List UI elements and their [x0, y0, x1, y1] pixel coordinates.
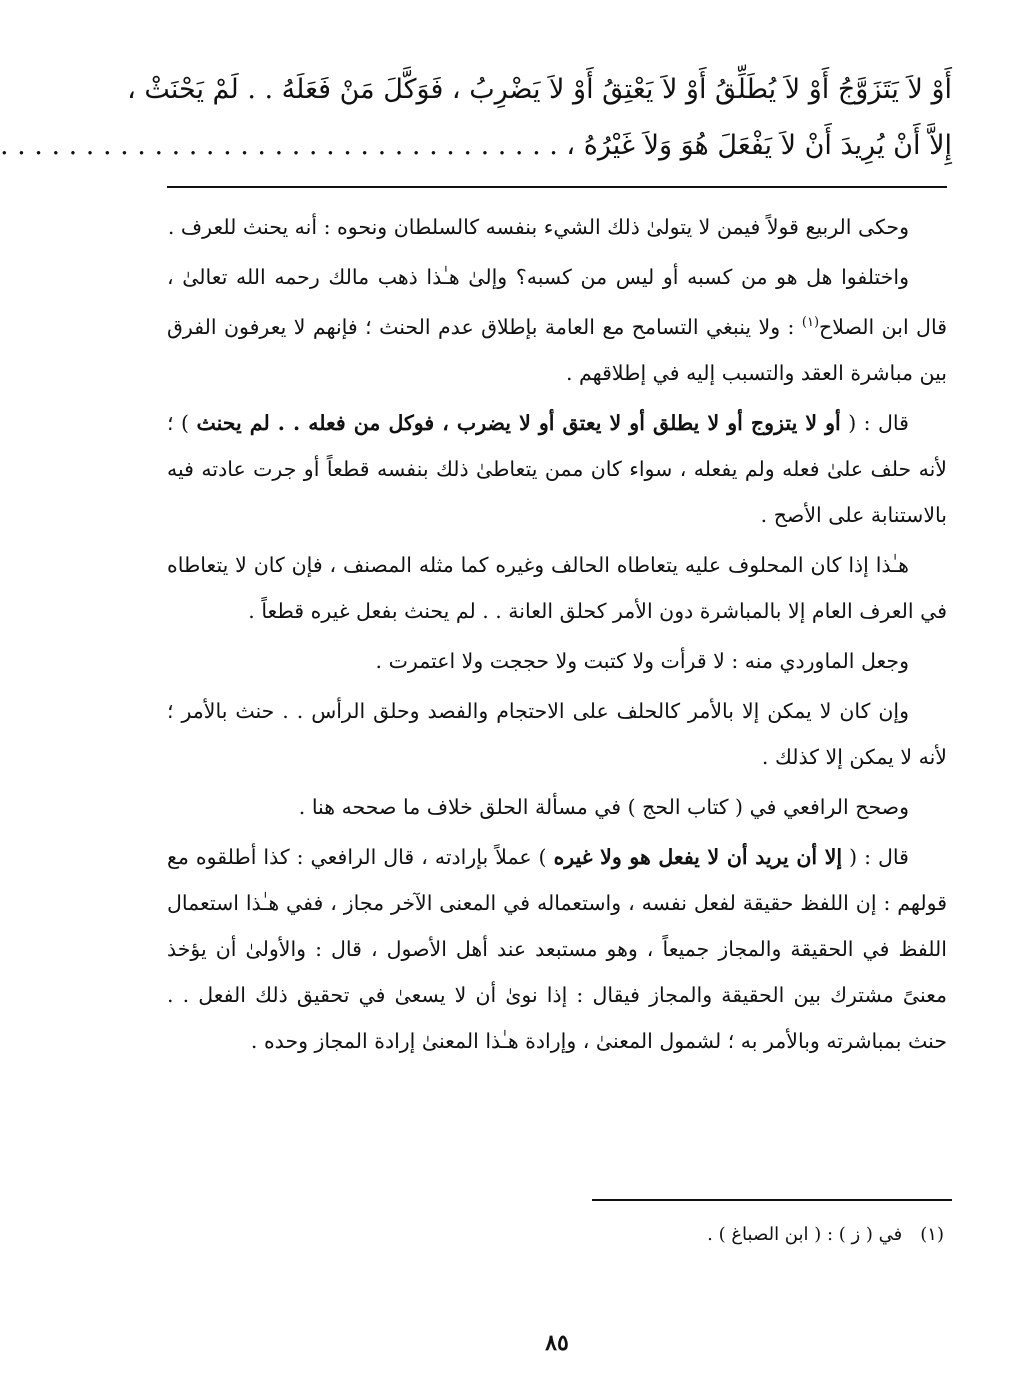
paragraph-8-matn-quote: إلا أن يريد أن لا يفعل هو ولا غيره	[553, 844, 843, 869]
matn-separator-rule	[167, 186, 947, 188]
paragraph-3-matn-quote: أو لا يتزوج أو لا يطلق أو لا يعتق أو لا يضرب ، فوكل من فعله . . لم يحنث	[196, 410, 841, 435]
paragraph-3	[167, 400, 947, 538]
commentary-body	[167, 204, 947, 1068]
book-page	[0, 62, 952, 1356]
matn-text	[0, 62, 952, 174]
paragraph-3-rest: ) ؛ لأنه حلف علىٰ فعله ولم يفعله ، سواء كان ممن يتعاطىٰ ذلك بنفسه قطعاً أو جرت عادته فيه بالاستنابة على الأصح .	[167, 410, 947, 527]
paragraph-7: وصحح الرافعي في ( كتاب الحج ) في مسألة الحلق خلاف ما صححه هنا .	[298, 794, 909, 819]
footnote-number: (١)	[920, 1224, 944, 1245]
paragraph-6: وإن كان لا يمكن إلا بالأمر كالحلف على الاحتجام والفصد وحلق الرأس . . حنث بالأمر ؛ لأنه لا يمكن إلا كذلك .	[167, 698, 947, 769]
paragraph-4: هـٰذا إذا كان المحلوف عليه يتعاطاه الحالف وغيره كما مثله المصنف ، فإن كان لا يتعاطاه في العرف العام إلا بالمباشرة دون الأمر كحلق العانة . . لم يحنث بفعل غيره قطعاً .	[167, 552, 947, 623]
paragraph-2	[167, 254, 947, 396]
paragraph-2-part-a: واختلفوا هل هو من كسبه أو ليس من كسبه؟ وإلىٰ هـٰذا ذهب مالك رحمه الله تعالىٰ ، قال ابن الصلاح	[167, 265, 948, 339]
paragraph-2-part-b: : ولا ينبغي التسامح مع العامة بإطلاق عدم الحنث ؛ فإنهم لا يعرفون الفرق بين مباشرة العقد والتسبب إليه في إطلاقهم .	[167, 314, 947, 385]
footnote-separator-rule	[592, 1199, 952, 1201]
paragraph-8-lead: قال : (	[842, 844, 909, 869]
footnote-marker[interactable]: (١)	[801, 315, 820, 330]
footnote-text: في ( ز ) : ( ابن الصباغ ) .	[707, 1224, 903, 1245]
matn-line-1: أَوْ لاَ يَتَزَوَّجُ أَوْ لاَ يُطَلِّقُ أَوْ لاَ يَعْتِقُ أَوْ لاَ يَضْرِبُ ، فَوَكَّلَ مَنْ فَعَلَهُ . . لَمْ يَحْنَثْ ،	[127, 74, 952, 105]
footnote	[174, 1220, 944, 1250]
paragraph-3-lead: قال : (	[840, 410, 909, 435]
paragraph-8	[167, 834, 947, 1064]
page-number: ٨٥	[545, 1330, 569, 1356]
matn-line-2: إِلاَّ أَنْ يُرِيدَ أَنْ لاَ يَفْعَلَ هُوَ وَلاَ غَيْرُهُ ، . . . . . . . . . . . . . . . . . . . . . . . . . . . . . . . . .	[0, 130, 952, 161]
paragraph-8-rest: ) عملاً بإرادته ، قال الرافعي : كذا أطلقوه مع قولهم : إن اللفظ حقيقة لفعل نفسه ، واستعماله في المعنى الآخر مجاز ، ففي هـٰذا استعمال اللفظ في الحقيقة والمجاز جميعاً ، وهو مستبعد عند أهل الأصول ، قال : والأولىٰ أن يؤخذ معنىً مشترك بين الحقيقة والمجاز فيقال : إذا نوىٰ أن لا يسعىٰ في تحقيق ذلك الفعل . . حنث بمباشرته وبالأمر به ؛ لشمول المعنىٰ ، وإرادة هـٰذا المعنىٰ إرادة المجاز وحده .	[167, 844, 947, 1053]
paragraph-1: وحكى الربيع قولاً فيمن لا يتولىٰ ذلك الشيء بنفسه كالسلطان ونحوه : أنه يحنث للعرف .	[167, 215, 909, 239]
paragraph-5: وجعل الماوردي منه : لا قرأت ولا كتبت ولا حججت ولا اعتمرت .	[375, 648, 909, 673]
